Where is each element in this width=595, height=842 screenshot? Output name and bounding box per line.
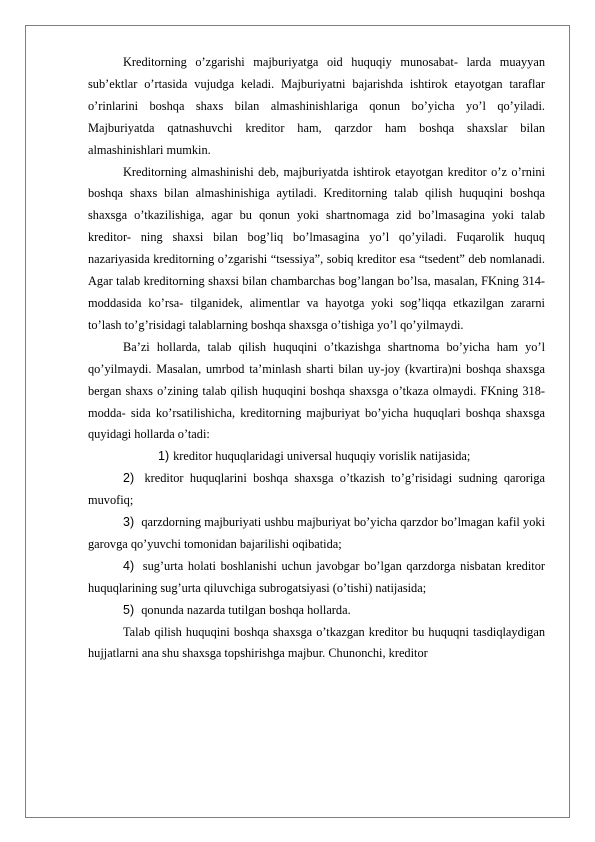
paragraph-1: Kreditorning o’zgarishi majburiyatga oid huquqiy munosabat- larda muayyan sub’ektlar o’rtasida vujudga keladi. Majburiyatni bajarishda ishtirok etayotgan taraflar o’rinlarini boshqa shaxs bilan almashinishlariga qonun bo’yicha yo’l qo’yiladi. Majburiyatda qatnashuvchi kreditor ham, qarzdor ham boshqa shaxslar bilan almashinishlari mumkin. — [88, 55, 545, 157]
paragraph-closing: Talab qilish huquqini boshqa shaxsga o’tkazgan kreditor bu huquqni tasdiqlaydigan hujjatlarni ana shu shaxsga topshirishga majbur. Chunonchi, kreditor — [88, 624, 545, 661]
list-text: kreditor huquqlarini boshqa shaxsga o’tkazish to’g’risidagi sudning qaroriga muvofiq; — [88, 471, 545, 508]
list-number: 3) — [123, 515, 135, 530]
list-text: qonunda nazarda tutilgan boshqa hollarda. — [141, 602, 351, 617]
document-body — [88, 52, 545, 665]
list-number: 2) — [123, 471, 135, 486]
list-number: 4) — [123, 558, 135, 573]
list-text: kreditor huquqlaridagi universal huquqiy vorislik natijasida; — [173, 449, 471, 464]
paragraph-2: Kreditorning almashinishi deb, majburiyatda ishtirok etayotgan kreditor o’z o’rnini boshqa shaxs bilan almashinishiga aytiladi. Kreditorning talab qilish huquqini boshqa shaxsga o’tkazilishiga, agar bu qonun yoki shartnomaga zid bo’lmasagina yoki talab kreditor- ning shaxsi bilan bog’liq bo’lmasagina yo’l qo’yiladi. Fuqarolik huquq nazariyasida kreditorning o’zgarishi “tsessiya”, sobiq kreditor esa “tsedent” deb nomlanadi. Agar talab kreditorning shaxsi bilan chambarchas bog’langan bo’lsa, masalan, FKning 314-moddasida ko’rsa- tilganidek, alimentlar va hayotga yoki sog’liqqa etkazilgan zararni to’lash to’g’risidagi talablarning boshqa shaxsga o’tishiga yo’l qo’yilmaydi. — [88, 164, 545, 332]
list-item-2 — [88, 468, 545, 512]
list-text: qarzdorning majburiyati ushbu majburiyat bo’yicha qarzdor bo’lmagan kafil yoki garovga qo’yuvchi tomonidan bajarilishi oqibatida; — [88, 515, 545, 551]
list-item-4 — [88, 556, 545, 600]
list-item-3 — [88, 512, 545, 556]
paragraph-3: Ba’zi hollarda, talab qilish huquqini o’tkazishga shartnoma bo’yicha ham yo’l qo’yilmaydi. Masalan, umrbod ta’minlash sharti bilan uy-joy (kvartira)ni boshqa shaxsga bergan shaxs o’zining talab qilish huquqini boshqa shaxsga o’tkaza olmaydi. FKning 318-modda- sida ko’rsatilishicha, kreditorning majburiyat bo’yicha huquqlari boshqa shaxsga quyidagi hollarda o’tadi: — [88, 339, 545, 442]
list-text: sug’urta holati boshlanishi uchun javobgar bo’lgan qarzdorga nisbatan kreditor huquqlarining sug’urta qiluvchiga subrogatsiyasi (o’tishi) natijasida; — [88, 558, 545, 595]
list-item-1 — [88, 446, 545, 468]
list-number: 1) — [158, 449, 170, 464]
list-item-5 — [88, 600, 545, 622]
list-number: 5) — [123, 602, 135, 617]
